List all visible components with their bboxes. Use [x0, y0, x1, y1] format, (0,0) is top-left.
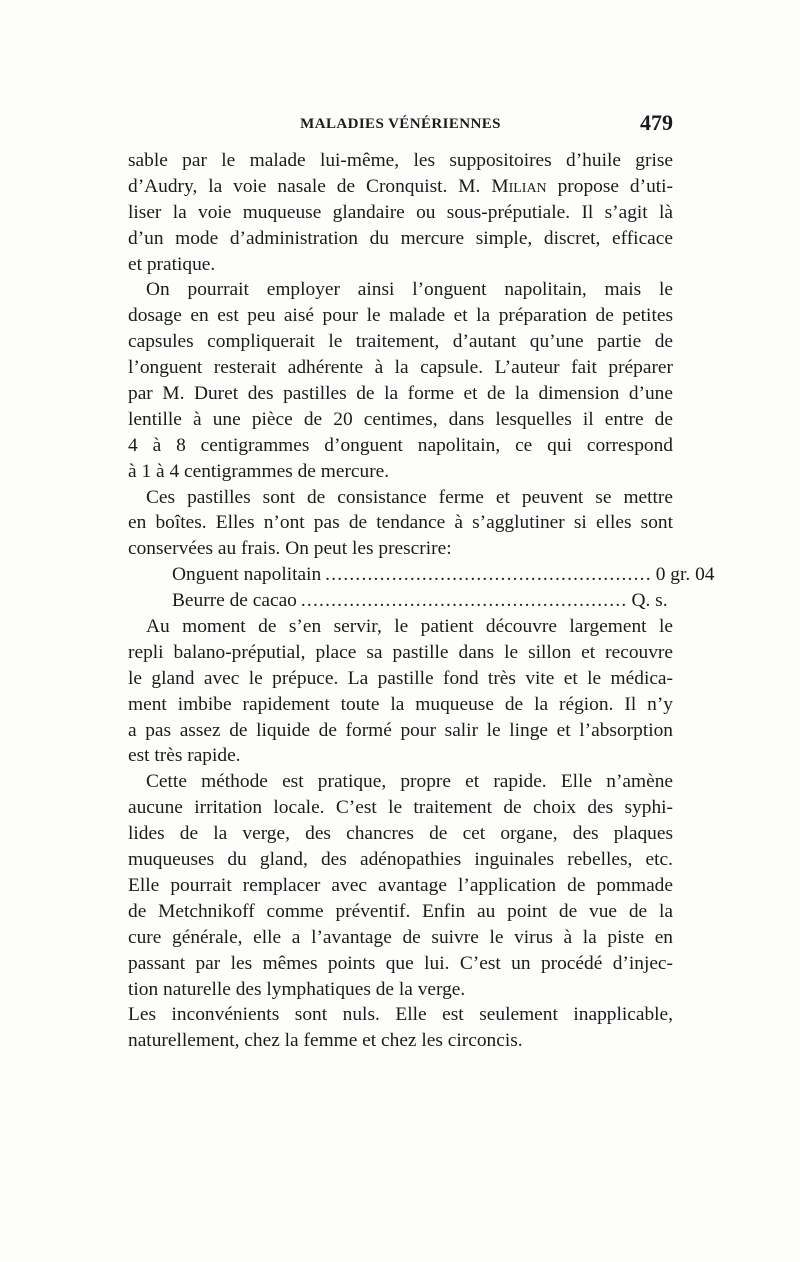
ingredient-name: Beurre de cacao	[172, 590, 297, 612]
text-line: a pas assez de liquide de formé pour salir le linge et l’absorption	[128, 719, 673, 741]
running-head	[128, 108, 673, 148]
ingredient-dose: Q. s.	[631, 590, 668, 612]
paragraph-5	[128, 769, 673, 1002]
text-line: est très rapide.	[128, 745, 241, 767]
text-line	[128, 174, 673, 200]
text-line: et pratique.	[128, 253, 216, 275]
text-block	[128, 108, 715, 1054]
text-line: à 1 à 4 centigrammes de mercure.	[128, 460, 390, 482]
text-line: d’un mode d’administration du mercure simple, discret, efficace	[128, 227, 673, 249]
paragraph-2	[128, 277, 673, 484]
text-line: 4 à 8 centigrammes d’onguent napolitain, ce qui correspond	[128, 434, 673, 456]
text-line: Au moment de s’en servir, le patient découvre largement le	[146, 616, 673, 638]
ingredient-name: Onguent napolitain	[172, 564, 322, 586]
text-line: conservées au frais. On peut les prescrire:	[128, 538, 452, 560]
dot-leader: ......................................................	[300, 590, 628, 612]
paragraph-1	[128, 148, 673, 277]
text-line: Cette méthode est pratique, propre et rapide. Elle n’amène	[146, 771, 673, 793]
text-line: par M. Duret des pastilles de la forme et de la dimension d’une	[128, 383, 673, 405]
text-line: lides de la verge, des chancres de cet organe, des plaques	[128, 823, 673, 845]
text-line: le gland avec le prépuce. La pastille fond très vite et le médica-	[128, 667, 673, 689]
formula-row	[128, 562, 715, 588]
text-line: dosage en est peu aisé pour le malade et la préparation de petites	[128, 305, 673, 327]
text-line: lentille à une pièce de 20 centimes, dans lesquelles il entre de	[128, 408, 673, 430]
text-line: cure générale, elle a l’avantage de suivre le virus à la piste en	[128, 926, 673, 948]
text-line: Les inconvénients sont nuls. Elle est seulement inapplicable,	[128, 1004, 673, 1026]
ingredient-dose: 0 gr. 04	[655, 564, 715, 586]
text-line: capsules compliquerait le traitement, d’autant qu’une partie de	[128, 331, 673, 353]
page-number: 479	[640, 110, 673, 135]
dot-leader: ......................................................	[325, 564, 652, 586]
text-span: d’Audry, la voie nasale de Cronquist. M.	[128, 175, 481, 197]
text-line: passant par les mêmes points que lui. C’est un procédé d’injec-	[128, 952, 673, 974]
text-line: muqueuses du gland, des adénopathies inguinales rebelles, etc.	[128, 849, 673, 871]
text-line: ment imbibe rapidement toute la muqueuse de la région. Il n’y	[128, 693, 673, 715]
text-line: l’onguent resterait adhérente à la capsule. L’auteur fait préparer	[128, 357, 673, 379]
prescription-formula	[128, 562, 715, 614]
text-line: repli balano-préputial, place sa pastille dans le sillon et recouvre	[128, 641, 673, 663]
paragraph-4	[128, 614, 673, 769]
text-line: en boîtes. Elles n’ont pas de tendance à s’agglutiner si elles sont	[128, 512, 673, 534]
author-name: Milian	[491, 175, 547, 197]
text-span: propose d’uti-	[557, 175, 674, 197]
paragraph-3	[128, 485, 673, 563]
running-title: MALADIES VÉNÉRIENNES	[300, 116, 501, 132]
text-line: liser la voie muqueuse glandaire ou sous-préputiale. Il s’agit là	[128, 201, 673, 223]
formula-row	[128, 588, 673, 614]
text-line: Elle pourrait remplacer avec avantage l’application de pommade	[128, 874, 673, 896]
text-line: aucune irritation locale. C’est le traitement de choix des syphi-	[128, 797, 673, 819]
text-line: de Metchnikoff comme préventif. Enfin au point de vue de la	[128, 900, 673, 922]
text-line: tion naturelle des lymphatiques de la verge.	[128, 978, 466, 1000]
text-line: On pourrait employer ainsi l’onguent napolitain, mais le	[146, 279, 673, 301]
text-line: naturellement, chez la femme et chez les circoncis.	[128, 1030, 523, 1052]
text-line: sable par le malade lui-même, les suppositoires d’huile grise	[128, 150, 673, 171]
paragraph-6	[128, 1002, 673, 1054]
text-line: Ces pastilles sont de consistance ferme et peuvent se mettre	[146, 486, 673, 508]
